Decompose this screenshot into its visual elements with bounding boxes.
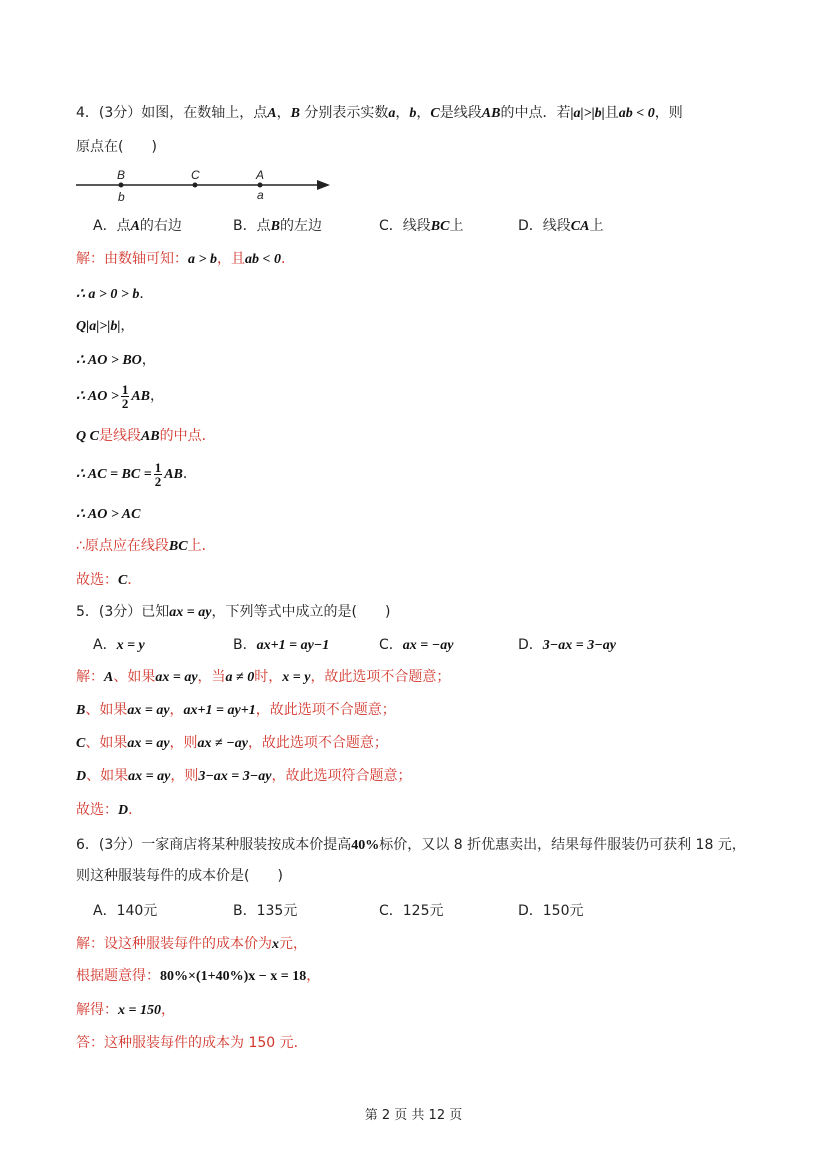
q5-option-d-math: 3−ax = 3−ay [542,638,616,653]
q5-sol-l2-t3: ，故此选项不合题意； [255,702,396,718]
q4-sol-l6-text: 是线段 [98,428,141,444]
q4-sol-l1-text: 解：由数轴可知： [76,251,188,267]
q5-solution-line3 [76,733,388,754]
q5-sol-l3-m1: ax = ay [127,736,170,751]
q5-sol-l2-t1: 、如果 [85,702,128,718]
q4-point-a: A [267,106,277,121]
q5-option-c-label: C． [379,637,403,653]
q4-sol-l1-mid: ，且 [216,251,245,267]
q6-sol-l3-math: x = 150 [118,1003,161,1018]
q4-real-b: b [409,106,417,121]
q6-sol-l1-end: 元， [279,936,307,952]
q4-sol-l1-math2: ab < 0 [244,252,281,267]
half-fraction-2 [154,461,163,488]
q6-solution-line3 [76,1000,175,1021]
q5-sol-l2-m1: ax = ay [127,703,170,718]
q4-option-c-math: BC [430,219,450,234]
q4-sol-l4-math: ∴ AO > BO [76,353,142,368]
q5-option-b-math: ax+1 = ay−1 [256,638,330,653]
q6-option-b: B．135元 [233,903,298,919]
q4-solution-line9 [76,536,216,557]
q4-sol-l9-math: BC [168,539,188,554]
q5-sol-l1-a: A [104,670,114,685]
q5-sol-l4-t3: ，故此选项符合题意； [271,768,412,784]
label-b-lower: b [118,190,125,204]
q5-sol-l4-m1: ax = ay [128,769,171,784]
q5-sol-l2-b: B [76,703,86,718]
q5-option-d [518,635,616,656]
q5-option-c-math: ax = −ay [402,638,454,653]
q4-option-d-pre: D．线段 [518,218,571,234]
q5-answer-math: D [118,803,129,818]
q5-stem-math: ax = ay [169,605,212,620]
q4-answer-math: C [118,573,128,588]
q4-sol-l3-math: Q|a|>|b| [76,319,121,334]
q4-sol-l1-math1: a > b [188,252,217,267]
fraction-numerator-2: 1 [154,459,162,475]
q4-solution-line2 [76,284,153,305]
q4-sol-l9-text: ∴原点应在线段 [76,538,169,554]
q4-stem-end: ，则 [654,105,683,121]
q4-sol-l6-math: AB [140,429,160,444]
q5-sol-l4-t2: ，则 [170,768,199,784]
q6-option-d: D．150元 [518,903,584,919]
q5-solution-line4 [76,766,412,787]
q5-sol-l2-m2: ax+1 = ay+1 [183,703,256,718]
q5-stem-pre: 5．(3分）已知 [76,604,170,620]
q4-point-c: C [430,106,440,121]
q4-comma3: ， [416,105,431,121]
q5-sol-l1-pre: 解： [76,669,104,685]
q6-sol-l2-text: 根据题意得： [76,968,160,984]
q4-comma: ， [276,105,291,121]
q4-sol-l6-end: 的中点． [159,428,216,444]
q4-sol-l5-end: ， [150,388,165,404]
q4-option-a-math: A [130,219,140,234]
q5-sol-l4-m2: 3−ax = 3−ay [198,769,272,784]
q4-option-d [518,216,603,237]
q4-stem-text: 4．(3分）如图，在数轴上，点 [76,105,268,121]
q4-option-b-post: 的左边 [279,218,322,234]
q6-sol-l3-text: 解得： [76,1002,118,1018]
q4-solution-line8 [76,504,140,525]
q5-answer-end: ． [128,802,143,818]
q4-answer [76,570,141,591]
q6-solution-line2 [76,966,320,987]
q4-option-d-math: CA [570,219,590,234]
q5-option-b-label: B． [233,637,257,653]
q6-sol-l2-math: 80%×(1+40%)x − x = 18 [160,969,307,984]
q6-sol-l1-math: x [272,937,279,952]
q4-condition-product: ab < 0 [618,106,655,121]
q6-sol-l3-end: ， [160,1002,175,1018]
q6-solution-line1 [76,934,307,955]
half-fraction [121,383,130,410]
q5-solution-line1 [76,667,450,688]
fraction-numerator: 1 [121,381,129,397]
q5-answer-text: 故选： [76,802,118,818]
q5-option-b [233,635,329,656]
q5-sol-l1-t3: 时， [254,669,283,685]
fraction-denominator: 2 [121,395,129,411]
q6-sol-l1-text: 解：设这种服装每件的成本价为 [76,936,272,952]
q5-stem [76,602,390,623]
q4-sol-l8-math: ∴ AO > AC [76,507,141,522]
q4-answer-end: ． [127,572,142,588]
q4-point-b: B [290,106,300,121]
q4-option-c-post: 上 [449,218,464,234]
q5-sol-l3-m2: ax ≠ −ay [197,736,248,751]
q5-option-d-label: D． [518,637,543,653]
q4-option-c-pre: C．线段 [379,218,431,234]
q5-option-a [93,635,145,656]
q6-stem-line2: 则这种服装每件的成本价是( ) [76,868,283,884]
q5-sol-l3-t2: ，则 [169,735,198,751]
q6-stem-pre: 6．(3分）一家商店将某种服装按成本价提高 [76,837,352,853]
q5-answer [76,800,142,821]
q5-sol-l4-t1: 、如果 [86,768,129,784]
q6-stem-end: 标价，又以 8 折优惠卖出，结果每件服装仍可获利 18 元， [379,837,746,853]
label-b: B [117,168,126,182]
q5-solution-line2 [76,700,396,721]
q5-sol-l3-c: C [76,736,86,751]
q4-and: 且 [604,105,619,121]
label-a-lower: a [257,188,264,202]
q5-sol-l1-t2: ，当 [197,669,226,685]
label-c: C [191,168,200,182]
q5-sol-l2-t2: ， [169,702,184,718]
q4-solution-line6 [76,426,216,447]
q4-option-b-math: B [270,219,280,234]
q5-sol-l1-t4: ，故此选项不合题意； [310,669,451,685]
q5-sol-l3-t3: ，故此选项不合题意； [247,735,388,751]
q5-sol-l3-t1: 、如果 [85,735,128,751]
q4-stem-mid2: 是线段 [439,105,482,121]
q4-real-a: a [388,106,396,121]
point-c-dot [193,183,198,188]
q4-solution-line7 [76,459,197,490]
q4-stem-mid: 分别表示实数 [299,105,389,121]
q4-condition-abs: |a|>|b| [570,106,605,121]
q4-segment-ab: AB [481,106,501,121]
q5-option-c [379,635,453,656]
q4-solution-line5 [76,381,164,412]
q4-stem-mid3: 的中点．若 [500,105,571,121]
q5-sol-l4-d: D [76,769,87,784]
q4-sol-l5-post: AB [131,389,151,404]
q4-option-d-post: 上 [589,218,604,234]
number-line-arrow-icon [317,180,330,190]
q5-sol-l1-m2: a ≠ 0 [225,670,255,685]
q4-solution-line4 [76,350,156,371]
q4-sol-l5-pre: ∴ AO > [76,389,119,404]
q4-answer-text: 故选： [76,572,118,588]
q6-option-c: C．125元 [379,903,444,919]
q4-solution-line1 [76,249,295,270]
q5-sol-l1-t1: 、如果 [113,669,156,685]
q4-sol-l1-end: ． [280,251,295,267]
q4-number-line [74,164,336,204]
q4-option-b-pre: B．点 [233,218,271,234]
q4-option-a [93,216,182,237]
q4-option-c [379,216,463,237]
q4-option-a-post: 的右边 [139,218,182,234]
label-a: A [256,168,265,182]
q6-stem-line1 [76,835,746,856]
q4-sol-l7-end: ． [182,466,197,482]
q5-option-a-math: x = y [116,638,145,653]
q6-answer: 答：这种服装每件的成本为 150 元． [76,1035,308,1051]
q4-sol-l4-end: ， [141,352,156,368]
q5-option-a-label: A． [93,637,117,653]
q6-option-a: A．140元 [93,903,158,919]
q5-sol-l1-m3: x = y [282,670,311,685]
page-footer: 第 2 页 共 12 页 [364,1108,463,1123]
q4-stem-line2: 原点在( ) [76,139,157,155]
q4-sol-l7-pre: ∴ AC = BC = [76,467,152,482]
q4-comma2: ， [395,105,410,121]
point-b-dot [119,183,124,188]
q4-sol-l7-post: AB [164,467,183,482]
q4-stem-line1 [76,103,683,124]
q6-sol-l2-end: ， [306,968,321,984]
q4-sol-l3-end: ， [120,318,135,334]
point-a-dot [258,183,263,188]
q6-stem-math: 40% [351,838,380,853]
q4-option-a-pre: A．点 [93,218,131,234]
q4-sol-l6-pre: Q C [76,429,99,444]
q4-solution-line3 [76,316,134,337]
fraction-denominator-2: 2 [154,473,162,489]
q4-sol-l2-math: ∴ a > 0 > b [76,287,140,302]
q5-sol-l1-m1: ax = ay [155,670,198,685]
q4-sol-l2-end: ． [139,286,154,302]
q5-stem-end: ，下列等式中成立的是( ) [211,604,391,620]
q4-option-b [233,216,322,237]
q4-sol-l9-end: 上． [187,538,216,554]
